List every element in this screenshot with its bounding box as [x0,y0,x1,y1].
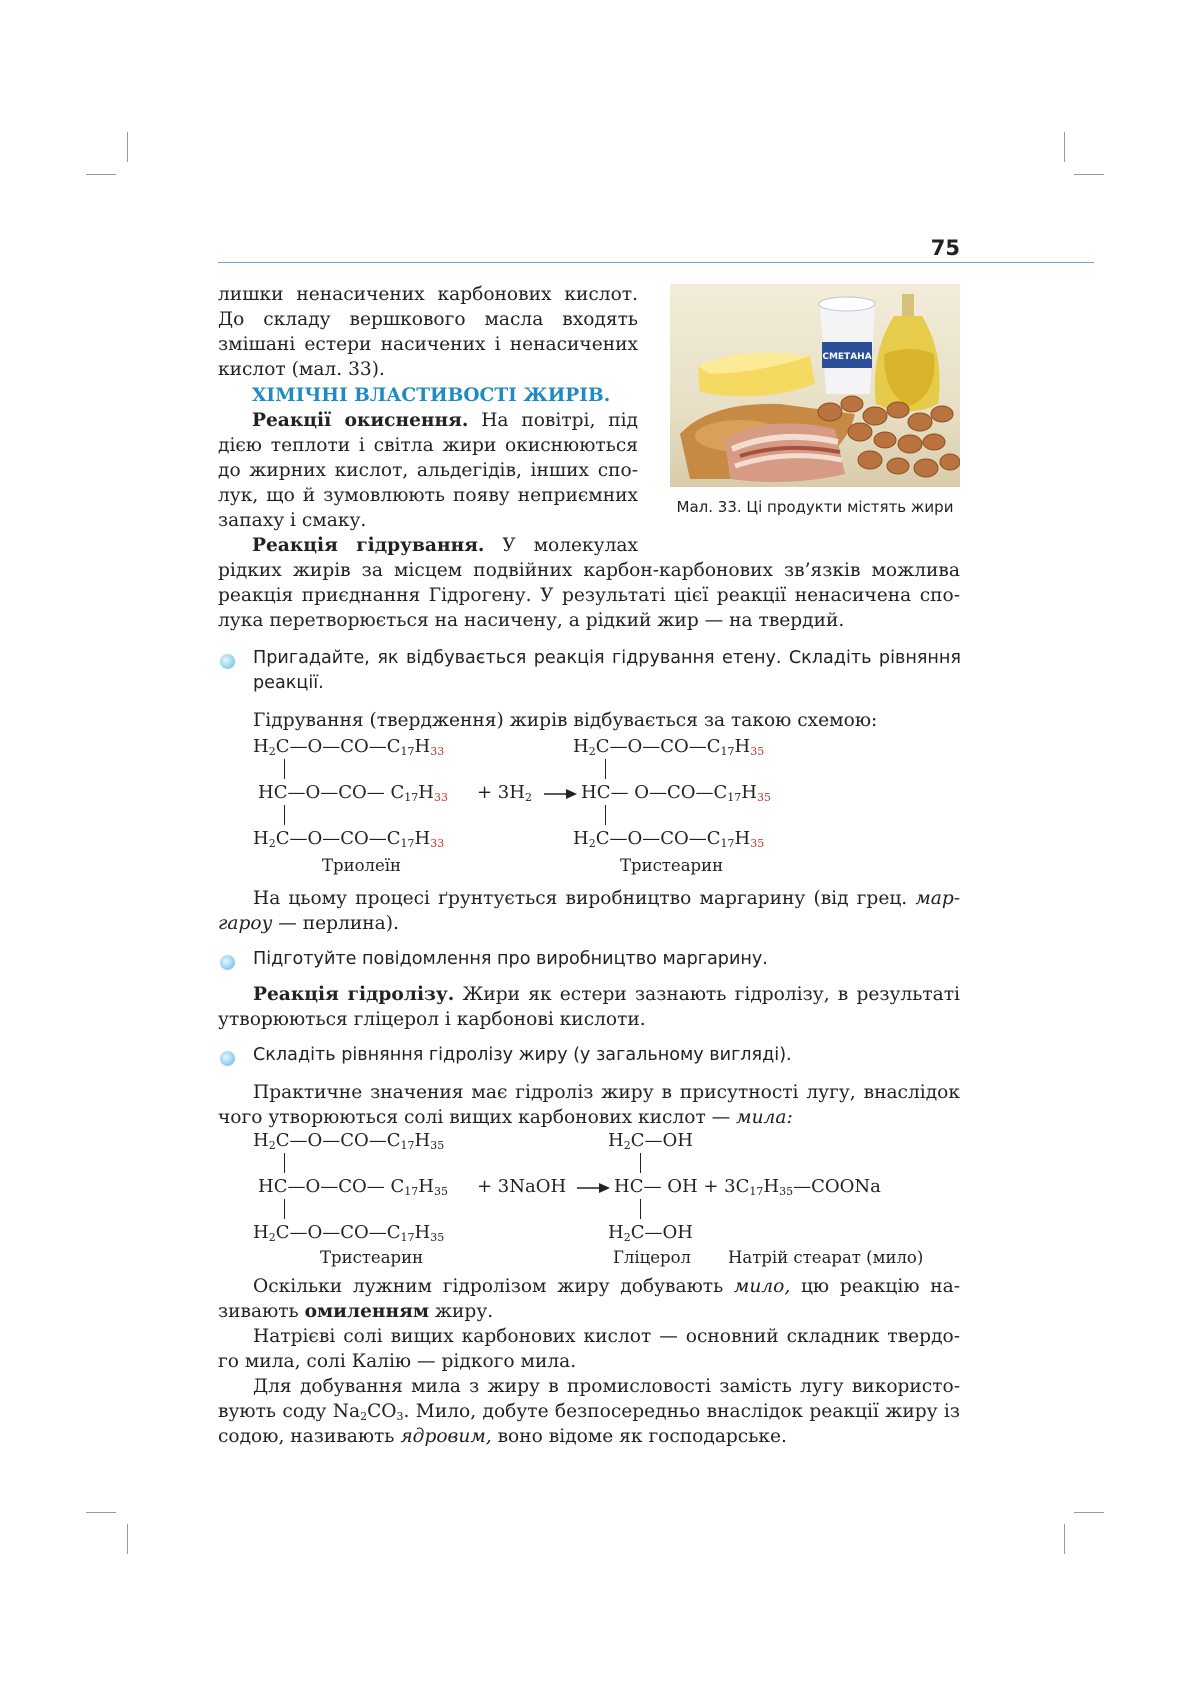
paragraph-line: до жирних кислот, альдегідів, інших спо- [218,460,638,481]
compound-label: Гліцерол [613,1248,692,1267]
paragraph-line: Реакція гідрування. У молекулах [252,535,638,556]
crop-mark [1074,174,1104,175]
reaction-arrow-icon [544,786,578,802]
equation-2-glycerol-bottom: $H_2C—OH$ [608,1222,693,1244]
figure-photo [670,284,960,487]
paragraph-line: Натрієві солі вищих карбонових кислот — основний складник твердо- [253,1326,960,1347]
paragraph-line: лука перетворюється на насичену, а рідкий жир — на твердий. [218,610,845,631]
paragraph-line: Реакції окиснення. На повітрі, під [252,410,638,431]
task-text: Складіть рівняння гідролізу жиру (у загальному вигляді). [253,1045,792,1065]
paragraph-line: змішані естери насичених і ненасичених [218,334,638,355]
task-icon [220,1051,235,1066]
paragraph-line: го мила, солі Калію — рідкого мила. [218,1351,577,1372]
bond-line [284,759,285,779]
equation-2-left-top: $H_2C—O—CO—C_{17}H_{35}$ [253,1130,445,1152]
compound-label: Тристеарин [320,1248,424,1267]
hydrogenation-title: Реакція гідрування. [252,535,485,556]
bond-line [605,759,606,779]
equation-2-glycerol-middle: HC— OH + $3C_{17}H_{35}—COONa$ [614,1176,881,1198]
scheme-intro: Гідрування (твердження) жирів відбувається за такою схемою: [253,710,878,731]
paragraph-line: дією теплоти і світла жири окиснюються [218,435,638,456]
page-number: 75 [930,236,960,260]
section-heading: ХІМІЧНІ ВЛАСТИВОСТІ ЖИРІВ. [252,385,611,406]
equation-1-left-middle: HC—O—CO— $C_{17}H_{33}$ [258,782,448,804]
bond-line [284,805,285,825]
task-text: реакції. [253,673,324,693]
paragraph-line: гароу — перлина). [218,913,399,934]
equation-1-right-top: $H_2C—O—CO—C_{17}H_{35}$ [573,736,765,758]
bond-line [605,805,606,825]
paragraph-line: Для добування мила з жиру в промисловості замість лугу використо- [253,1376,960,1397]
paragraph-line: Оскільки лужним гідролізом жиру добувають мило, цю реакцію на- [253,1276,960,1297]
paragraph-line: Реакція гідролізу. Жири як естери зазнають гідролізу, в результаті [253,984,961,1005]
oxidation-title: Реакції окиснення. [252,410,469,431]
food-illustration [670,284,960,487]
task-icon [220,654,235,669]
paragraph-line: содою, називають ядровим, воно відоме як господарське. [218,1426,787,1447]
paragraph-line: лишки ненасичених карбонових кислот. [218,284,638,305]
crop-mark [127,1524,128,1554]
paragraph-line: лук, що й зумовлюють появу неприємних [218,485,638,506]
hydrolysis-title: Реакція гідролізу. [253,984,455,1005]
task-icon [220,955,235,970]
compound-label: Натрій стеарат (мило) [728,1248,924,1267]
paragraph-line: запаху і смаку. [218,510,367,531]
crop-mark [1064,1524,1065,1554]
paragraph-line: Практичне значения має гідроліз жиру в присутності лугу, внаслідок [253,1082,960,1103]
paragraph-line: реакція приєднання Гідрогену. У результаті цієї реакції ненасичена спо- [218,585,960,606]
task-text: Підготуйте повідомлення про виробництво маргарину. [253,949,768,969]
equation-2-glycerol-top: $H_2C—OH$ [608,1130,693,1152]
reaction-arrow-icon [577,1180,611,1196]
equation-2-left-middle: HC—O—CO— $C_{17}H_{35}$ [258,1176,448,1198]
paragraph-line: чого утворюються солі вищих карбонових кислот — мила: [218,1107,793,1128]
equation-2-reagent: + 3NaOH [477,1176,567,1197]
equation-1-reagent: + $3H_2$ [477,782,532,804]
paragraph-line: утворюються гліцерол і карбонові кислоти. [218,1009,646,1030]
crop-mark [86,174,116,175]
equation-1-right-bottom: $H_2C—O—CO—C_{17}H_{35}$ [573,828,765,850]
paragraph-line: До складу вершкового масла входять [218,309,638,330]
crop-mark [127,132,128,162]
paragraph-line: кислот (мал. 33). [218,359,385,380]
crop-mark [1074,1512,1104,1513]
task-text: Пригадайте, як відбувається реакція гідрування етену. Складіть рівняння [253,648,961,668]
jar-label: СМЕТАНА [822,352,872,362]
bond-line [284,1153,285,1173]
bond-line [284,1199,285,1219]
bond-line [640,1199,641,1219]
crop-mark [86,1512,116,1513]
equation-1-left-bottom: $H_2C—O—CO—C_{17}H_{33}$ [253,828,445,850]
equation-1-left-top: $H_2C—O—CO—C_{17}H_{33}$ [253,736,445,758]
figure-caption: Мал. 33. Ці продукти містять жири [676,498,954,516]
compound-label: Триолеїн [322,856,402,875]
paragraph-line: зивають омиленням жиру. [218,1301,494,1322]
paragraph-line: На цьому процесі ґрунтується виробництво маргарину (від грец. мар- [253,888,960,909]
compound-label: Тристеарин [620,856,724,875]
crop-mark [1064,132,1065,162]
bond-line [640,1153,641,1173]
equation-2-left-bottom: $H_2C—O—CO—C_{17}H_{35}$ [253,1222,445,1244]
header-rule [218,262,1094,263]
equation-1-right-middle: HC— $O—CO—C_{17}H_{35}$ [581,782,771,804]
paragraph-line: рідких жирів за місцем подвійних карбон-карбонових зв’язків можлива [218,560,960,581]
paragraph-line: вують соду $Na_2CO_3$. Мило, добуте безпосередньо внаслідок реакції жиру із [218,1401,960,1423]
